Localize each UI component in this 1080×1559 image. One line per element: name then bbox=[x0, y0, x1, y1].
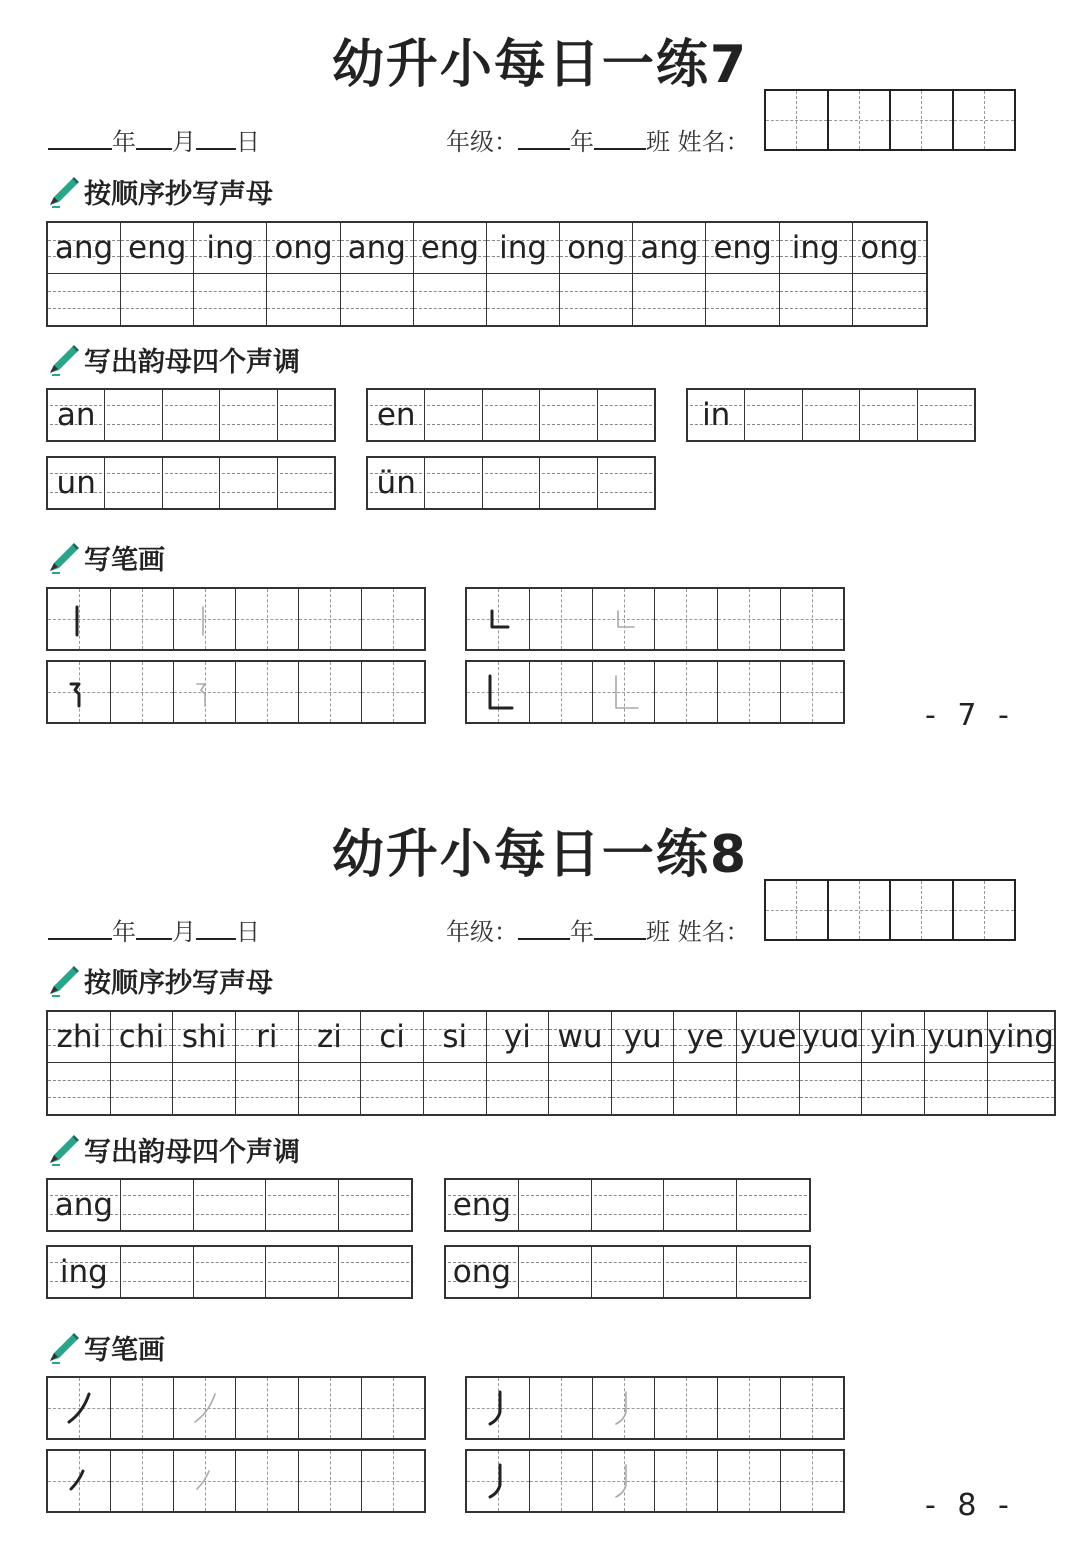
pinyin-writing-cell[interactable] bbox=[424, 1063, 487, 1114]
tone-writing-cell[interactable] bbox=[664, 1180, 737, 1230]
tone-label-cell bbox=[368, 390, 425, 440]
tone-writing-cell[interactable] bbox=[483, 458, 540, 508]
stroke-grid-shuzhe-large bbox=[465, 660, 845, 724]
tone-writing-cell[interactable] bbox=[540, 390, 597, 440]
pinyin-writing-cell[interactable] bbox=[487, 1063, 550, 1114]
section-heading-copy bbox=[46, 961, 273, 1000]
stroke-writing-cell[interactable] bbox=[111, 1378, 174, 1438]
tone-writing-cell[interactable] bbox=[540, 458, 597, 508]
year-blank[interactable] bbox=[48, 918, 112, 940]
month-blank[interactable] bbox=[136, 918, 172, 940]
stroke-trace-cell[interactable] bbox=[593, 589, 656, 649]
pinyin-sample-cell bbox=[487, 1012, 550, 1063]
tone-writing-cell[interactable] bbox=[483, 390, 540, 440]
stroke-sample-cell bbox=[467, 1378, 530, 1438]
stroke-trace-cell[interactable] bbox=[593, 1451, 656, 1511]
tone-label-cell bbox=[446, 1247, 519, 1297]
pinyin-sample-cell bbox=[737, 1012, 800, 1063]
grade-year-label: 年 bbox=[570, 918, 594, 946]
tone-writing-cell[interactable] bbox=[278, 458, 334, 508]
section-heading-tones bbox=[46, 340, 300, 379]
stroke-glyph-icon bbox=[53, 593, 105, 645]
pinyin-sample-text: yuɑ bbox=[801, 1019, 860, 1055]
stroke-writing-cell[interactable] bbox=[718, 589, 781, 649]
pinyin-sample-text: chi bbox=[118, 1019, 165, 1055]
tone-writing-cell[interactable] bbox=[737, 1247, 809, 1297]
class-blank[interactable] bbox=[594, 128, 646, 150]
stroke-glyph-icon bbox=[179, 1455, 231, 1507]
page-number: - 8 - bbox=[925, 1488, 1015, 1523]
class-name-label: 班 姓名： bbox=[646, 128, 750, 156]
pinyin-sample-cell bbox=[267, 223, 340, 274]
tone-row-ang bbox=[46, 1178, 413, 1232]
pinyin-sample-cell bbox=[487, 223, 560, 274]
stroke-writing-cell[interactable] bbox=[362, 1378, 424, 1438]
stroke-glyph-icon bbox=[472, 593, 524, 645]
worksheet-page-8 bbox=[0, 790, 1080, 1559]
name-cell[interactable] bbox=[766, 881, 829, 939]
stroke-writing-cell[interactable] bbox=[781, 662, 843, 722]
tone-label-text: ün bbox=[376, 465, 416, 501]
pinyin-sample-cell bbox=[173, 1012, 236, 1063]
stroke-writing-cell[interactable] bbox=[362, 1451, 424, 1511]
tone-writing-cell[interactable] bbox=[745, 390, 802, 440]
pinyin-sample-text: eng bbox=[128, 230, 187, 266]
page-title: 幼升小每日一练7 bbox=[331, 35, 749, 95]
pinyin-writing-cell[interactable] bbox=[414, 274, 487, 325]
day-label: 日 bbox=[236, 128, 260, 156]
pinyin-sample-cell bbox=[361, 1012, 424, 1063]
pinyin-writing-cell[interactable] bbox=[988, 1063, 1054, 1114]
name-writing-box[interactable] bbox=[764, 879, 1016, 941]
pinyin-writing-cell[interactable] bbox=[121, 274, 194, 325]
stroke-grid-tipie bbox=[46, 1449, 426, 1513]
pinyin-writing-cell[interactable] bbox=[853, 274, 926, 325]
pinyin-sample-text: ing bbox=[499, 230, 548, 266]
pinyin-sample-cell bbox=[299, 1012, 362, 1063]
pinyin-sample-cell bbox=[341, 223, 414, 274]
section-heading-text: 写出韵母四个声调 bbox=[84, 347, 300, 378]
name-cell[interactable] bbox=[891, 91, 954, 149]
stroke-writing-cell[interactable] bbox=[718, 662, 781, 722]
pinyin-sample-text: ye bbox=[686, 1019, 724, 1055]
pinyin-sample-cell bbox=[414, 223, 487, 274]
pinyin-writing-cell[interactable] bbox=[800, 1063, 863, 1114]
stroke-writing-cell[interactable] bbox=[530, 662, 593, 722]
stroke-sample-cell bbox=[48, 1378, 111, 1438]
pinyin-writing-cell[interactable] bbox=[48, 1063, 111, 1114]
stroke-trace-cell[interactable] bbox=[174, 589, 237, 649]
stroke-writing-cell[interactable] bbox=[299, 589, 362, 649]
tone-label-text: eng bbox=[452, 1187, 512, 1223]
pinyin-sample-cell bbox=[780, 223, 853, 274]
name-cell[interactable] bbox=[766, 91, 829, 149]
class-blank[interactable] bbox=[594, 918, 646, 940]
pinyin-sample-cell bbox=[633, 223, 706, 274]
pinyin-writing-cell[interactable] bbox=[48, 274, 121, 325]
stroke-glyph-icon bbox=[53, 1455, 105, 1507]
stroke-writing-cell[interactable] bbox=[718, 1451, 781, 1511]
pinyin-writing-cell[interactable] bbox=[737, 1063, 800, 1114]
stroke-writing-cell[interactable] bbox=[299, 1451, 362, 1511]
tone-label-cell bbox=[48, 390, 105, 440]
tone-label-text: un bbox=[56, 465, 96, 501]
pinyin-writing-cell[interactable] bbox=[674, 1063, 737, 1114]
stroke-writing-cell[interactable] bbox=[655, 1451, 718, 1511]
tone-writing-cell[interactable] bbox=[519, 1247, 592, 1297]
pinyin-sample-cell bbox=[862, 1012, 925, 1063]
tone-writing-cell[interactable] bbox=[220, 458, 277, 508]
pinyin-sample-cell bbox=[706, 223, 779, 274]
pinyin-sample-cell bbox=[194, 223, 267, 274]
tone-writing-cell[interactable] bbox=[592, 1247, 665, 1297]
tone-writing-cell[interactable] bbox=[194, 1180, 267, 1230]
tone-writing-cell[interactable] bbox=[803, 390, 860, 440]
stroke-writing-cell[interactable] bbox=[236, 589, 299, 649]
stroke-writing-cell[interactable] bbox=[362, 662, 424, 722]
section-heading-text: 按顺序抄写声母 bbox=[84, 968, 273, 999]
worksheet-page-7 bbox=[0, 0, 1080, 769]
pinyin-sample-text: ri bbox=[256, 1019, 278, 1055]
stroke-grid-shupie-2 bbox=[465, 1449, 845, 1513]
month-blank[interactable] bbox=[136, 128, 172, 150]
pinyin-writing-cell[interactable] bbox=[612, 1063, 675, 1114]
stroke-glyph-icon bbox=[472, 1382, 524, 1434]
tone-label-text: ong bbox=[452, 1254, 512, 1290]
stroke-glyph-icon bbox=[472, 666, 524, 718]
pinyin-sample-cell bbox=[48, 1012, 111, 1063]
stroke-glyph-icon bbox=[53, 1382, 105, 1434]
stroke-glyph-icon bbox=[179, 593, 231, 645]
tone-label-text: ang bbox=[54, 1187, 114, 1223]
pinyin-sample-text: eng bbox=[420, 230, 480, 266]
pinyin-sample-text: ing bbox=[791, 230, 840, 266]
pinyin-writing-cell[interactable] bbox=[560, 274, 633, 325]
tone-label-cell bbox=[368, 458, 425, 508]
stroke-writing-cell[interactable] bbox=[299, 662, 362, 722]
tone-writing-cell[interactable] bbox=[163, 458, 220, 508]
stroke-writing-cell[interactable] bbox=[530, 589, 593, 649]
date-line bbox=[48, 122, 260, 157]
pinyin-writing-cell[interactable] bbox=[173, 1063, 236, 1114]
stroke-grid-shu bbox=[46, 587, 426, 651]
name-writing-box[interactable] bbox=[764, 89, 1016, 151]
stroke-writing-cell[interactable] bbox=[236, 662, 299, 722]
pen-icon bbox=[46, 1133, 80, 1167]
pinyin-sample-cell bbox=[549, 1012, 612, 1063]
name-cell[interactable] bbox=[954, 881, 1015, 939]
tone-writing-cell[interactable] bbox=[121, 1247, 194, 1297]
month-label: 月 bbox=[172, 128, 196, 156]
pinyin-sample-text: yue bbox=[739, 1019, 797, 1055]
tone-writing-cell[interactable] bbox=[105, 390, 162, 440]
pinyin-sample-text: eng bbox=[713, 230, 772, 266]
pinyin-writing-cell[interactable] bbox=[267, 274, 340, 325]
stroke-glyph-icon bbox=[598, 593, 650, 645]
pinyin-sample-text: zi bbox=[316, 1019, 342, 1055]
pinyin-sample-cell bbox=[236, 1012, 299, 1063]
stroke-writing-cell[interactable] bbox=[236, 1378, 299, 1438]
pinyin-sample-text: ang bbox=[54, 230, 114, 266]
tone-writing-cell[interactable] bbox=[860, 390, 917, 440]
pen-icon bbox=[46, 1331, 80, 1365]
section-heading-strokes bbox=[46, 1328, 165, 1367]
name-cell[interactable] bbox=[829, 91, 892, 149]
grade-blank[interactable] bbox=[518, 918, 570, 940]
stroke-trace-cell[interactable] bbox=[593, 662, 656, 722]
stroke-writing-cell[interactable] bbox=[781, 589, 843, 649]
tone-writing-cell[interactable] bbox=[592, 1180, 665, 1230]
stroke-sample-cell bbox=[48, 589, 111, 649]
pinyin-sample-cell bbox=[988, 1012, 1054, 1063]
tone-writing-cell[interactable] bbox=[425, 458, 482, 508]
copy-grid bbox=[46, 221, 928, 327]
tone-writing-cell[interactable] bbox=[339, 1180, 411, 1230]
pinyin-writing-cell[interactable] bbox=[361, 1063, 424, 1114]
pinyin-sample-text: yi bbox=[503, 1019, 531, 1055]
grade-blank[interactable] bbox=[518, 128, 570, 150]
stroke-writing-cell[interactable] bbox=[781, 1378, 843, 1438]
stroke-glyph-icon bbox=[53, 666, 105, 718]
tone-label-cell bbox=[48, 458, 105, 508]
pinyin-writing-cell[interactable] bbox=[862, 1063, 925, 1114]
pen-icon bbox=[46, 175, 80, 209]
tone-writing-cell[interactable] bbox=[220, 390, 277, 440]
stroke-sample-cell bbox=[467, 662, 530, 722]
section-heading-text: 按顺序抄写声母 bbox=[84, 179, 273, 210]
tone-label-cell bbox=[48, 1247, 121, 1297]
pinyin-writing-cell[interactable] bbox=[549, 1063, 612, 1114]
pinyin-sample-text: ang bbox=[347, 230, 406, 266]
stroke-glyph-icon bbox=[179, 1382, 231, 1434]
tone-writing-cell[interactable] bbox=[664, 1247, 737, 1297]
section-heading-copy bbox=[46, 172, 273, 211]
stroke-trace-cell[interactable] bbox=[593, 1378, 656, 1438]
stroke-writing-cell[interactable] bbox=[530, 1451, 593, 1511]
section-heading-tones bbox=[46, 1130, 300, 1169]
year-label: 年 bbox=[112, 918, 136, 946]
stroke-writing-cell[interactable] bbox=[111, 1451, 174, 1511]
pinyin-sample-text: ang bbox=[640, 230, 699, 266]
tone-label-text: en bbox=[376, 397, 416, 433]
pinyin-sample-cell bbox=[111, 1012, 174, 1063]
stroke-writing-cell[interactable] bbox=[111, 662, 174, 722]
pinyin-sample-cell bbox=[925, 1012, 988, 1063]
pinyin-writing-cell[interactable] bbox=[706, 274, 779, 325]
grade-class-line bbox=[446, 122, 750, 157]
pinyin-writing-cell[interactable] bbox=[194, 274, 267, 325]
stroke-trace-cell[interactable] bbox=[174, 1451, 237, 1511]
pinyin-writing-cell[interactable] bbox=[925, 1063, 988, 1114]
pinyin-writing-cell[interactable] bbox=[633, 274, 706, 325]
stroke-glyph-icon bbox=[598, 1382, 650, 1434]
pinyin-sample-text: ong bbox=[567, 230, 626, 266]
pinyin-sample-cell bbox=[800, 1012, 863, 1063]
day-label: 日 bbox=[236, 918, 260, 946]
pinyin-writing-cell[interactable] bbox=[487, 274, 560, 325]
section-heading-text: 写笔画 bbox=[84, 1335, 165, 1366]
stroke-writing-cell[interactable] bbox=[655, 589, 718, 649]
month-label: 月 bbox=[172, 918, 196, 946]
day-blank[interactable] bbox=[196, 128, 236, 150]
tone-row-uu bbox=[366, 456, 656, 510]
tone-writing-cell[interactable] bbox=[425, 390, 482, 440]
tone-writing-cell[interactable] bbox=[266, 1247, 339, 1297]
stroke-grid-shupie bbox=[465, 1376, 845, 1440]
year-blank[interactable] bbox=[48, 128, 112, 150]
stroke-writing-cell[interactable] bbox=[655, 1378, 718, 1438]
tone-writing-cell[interactable] bbox=[163, 390, 220, 440]
section-heading-strokes bbox=[46, 538, 165, 577]
grade-label: 年级： bbox=[446, 918, 518, 946]
pinyin-writing-cell[interactable] bbox=[299, 1063, 362, 1114]
tone-writing-cell[interactable] bbox=[918, 390, 974, 440]
tone-writing-cell[interactable] bbox=[339, 1247, 411, 1297]
tone-writing-cell[interactable] bbox=[105, 458, 162, 508]
page-number: - 7 - bbox=[925, 698, 1015, 733]
pinyin-sample-text: ci bbox=[379, 1019, 405, 1055]
day-blank[interactable] bbox=[196, 918, 236, 940]
grade-label: 年级： bbox=[446, 128, 518, 156]
stroke-writing-cell[interactable] bbox=[530, 1378, 593, 1438]
pinyin-writing-cell[interactable] bbox=[111, 1063, 174, 1114]
tone-writing-cell[interactable] bbox=[121, 1180, 194, 1230]
name-cell[interactable] bbox=[891, 881, 954, 939]
pinyin-sample-text: si bbox=[442, 1019, 468, 1055]
pinyin-sample-text: shi bbox=[181, 1019, 227, 1055]
date-line bbox=[48, 912, 260, 947]
pinyin-sample-text: yin bbox=[869, 1019, 917, 1055]
grade-class-line bbox=[446, 912, 750, 947]
tone-writing-cell[interactable] bbox=[278, 390, 334, 440]
pinyin-sample-text: ong bbox=[274, 230, 333, 266]
pinyin-sample-cell bbox=[121, 223, 194, 274]
stroke-writing-cell[interactable] bbox=[236, 1451, 299, 1511]
stroke-glyph-icon bbox=[179, 666, 231, 718]
pinyin-sample-cell bbox=[560, 223, 633, 274]
copy-grid bbox=[46, 1010, 1056, 1116]
stroke-sample-cell bbox=[467, 589, 530, 649]
pinyin-sample-cell bbox=[612, 1012, 675, 1063]
section-heading-text: 写笔画 bbox=[84, 545, 165, 576]
tone-label-cell bbox=[688, 390, 745, 440]
stroke-writing-cell[interactable] bbox=[362, 589, 424, 649]
tone-row-ing bbox=[46, 1245, 413, 1299]
section-heading-text: 写出韵母四个声调 bbox=[84, 1137, 300, 1168]
stroke-writing-cell[interactable] bbox=[111, 589, 174, 649]
stroke-trace-cell[interactable] bbox=[174, 662, 237, 722]
tone-row-ong bbox=[444, 1245, 811, 1299]
pinyin-sample-cell bbox=[674, 1012, 737, 1063]
tone-row-an bbox=[46, 388, 336, 442]
tone-row-in bbox=[686, 388, 976, 442]
pinyin-writing-cell[interactable] bbox=[236, 1063, 299, 1114]
stroke-sample-cell bbox=[48, 662, 111, 722]
tone-writing-cell[interactable] bbox=[266, 1180, 339, 1230]
stroke-glyph-icon bbox=[472, 1455, 524, 1507]
stroke-glyph-icon bbox=[598, 666, 650, 718]
tone-label-text: in bbox=[702, 397, 731, 433]
tone-writing-cell[interactable] bbox=[194, 1247, 267, 1297]
tone-writing-cell[interactable] bbox=[737, 1180, 809, 1230]
year-label: 年 bbox=[112, 128, 136, 156]
pinyin-sample-text: ing bbox=[206, 230, 255, 266]
stroke-sample-cell bbox=[467, 1451, 530, 1511]
pinyin-sample-text: yu bbox=[623, 1019, 662, 1055]
tone-row-un bbox=[46, 456, 336, 510]
pen-icon bbox=[46, 541, 80, 575]
tone-label-cell bbox=[446, 1180, 519, 1230]
tone-label-cell bbox=[48, 1180, 121, 1230]
tone-row-eng bbox=[444, 1178, 811, 1232]
pen-icon bbox=[46, 343, 80, 377]
name-cell[interactable] bbox=[954, 91, 1015, 149]
pinyin-sample-text: yun bbox=[927, 1019, 985, 1055]
pinyin-sample-text: wu bbox=[557, 1019, 603, 1055]
stroke-sample-cell bbox=[48, 1451, 111, 1511]
tone-label-text: an bbox=[56, 397, 96, 433]
stroke-writing-cell[interactable] bbox=[655, 662, 718, 722]
pinyin-sample-cell bbox=[48, 223, 121, 274]
name-cell[interactable] bbox=[829, 881, 892, 939]
tone-writing-cell[interactable] bbox=[598, 458, 654, 508]
stroke-grid-pie bbox=[46, 1376, 426, 1440]
tone-writing-cell[interactable] bbox=[519, 1180, 592, 1230]
tone-writing-cell[interactable] bbox=[598, 390, 654, 440]
pinyin-sample-cell bbox=[424, 1012, 487, 1063]
stroke-writing-cell[interactable] bbox=[781, 1451, 843, 1511]
stroke-grid-hengzhewangou bbox=[46, 660, 426, 724]
page-title: 幼升小每日一练8 bbox=[331, 825, 749, 885]
tone-row-en bbox=[366, 388, 656, 442]
pinyin-sample-text: ong bbox=[860, 230, 919, 266]
class-name-label: 班 姓名： bbox=[646, 918, 750, 946]
stroke-grid-shuzhe bbox=[465, 587, 845, 651]
tone-label-text: ing bbox=[59, 1254, 108, 1290]
stroke-writing-cell[interactable] bbox=[718, 1378, 781, 1438]
pinyin-writing-cell[interactable] bbox=[780, 274, 853, 325]
stroke-glyph-icon bbox=[598, 1455, 650, 1507]
stroke-writing-cell[interactable] bbox=[299, 1378, 362, 1438]
stroke-trace-cell[interactable] bbox=[174, 1378, 237, 1438]
grade-year-label: 年 bbox=[570, 128, 594, 156]
pinyin-sample-cell bbox=[853, 223, 926, 274]
pinyin-sample-text: ying bbox=[987, 1019, 1054, 1055]
pen-icon bbox=[46, 964, 80, 998]
pinyin-writing-cell[interactable] bbox=[341, 274, 414, 325]
pinyin-sample-text: zhi bbox=[56, 1019, 102, 1055]
